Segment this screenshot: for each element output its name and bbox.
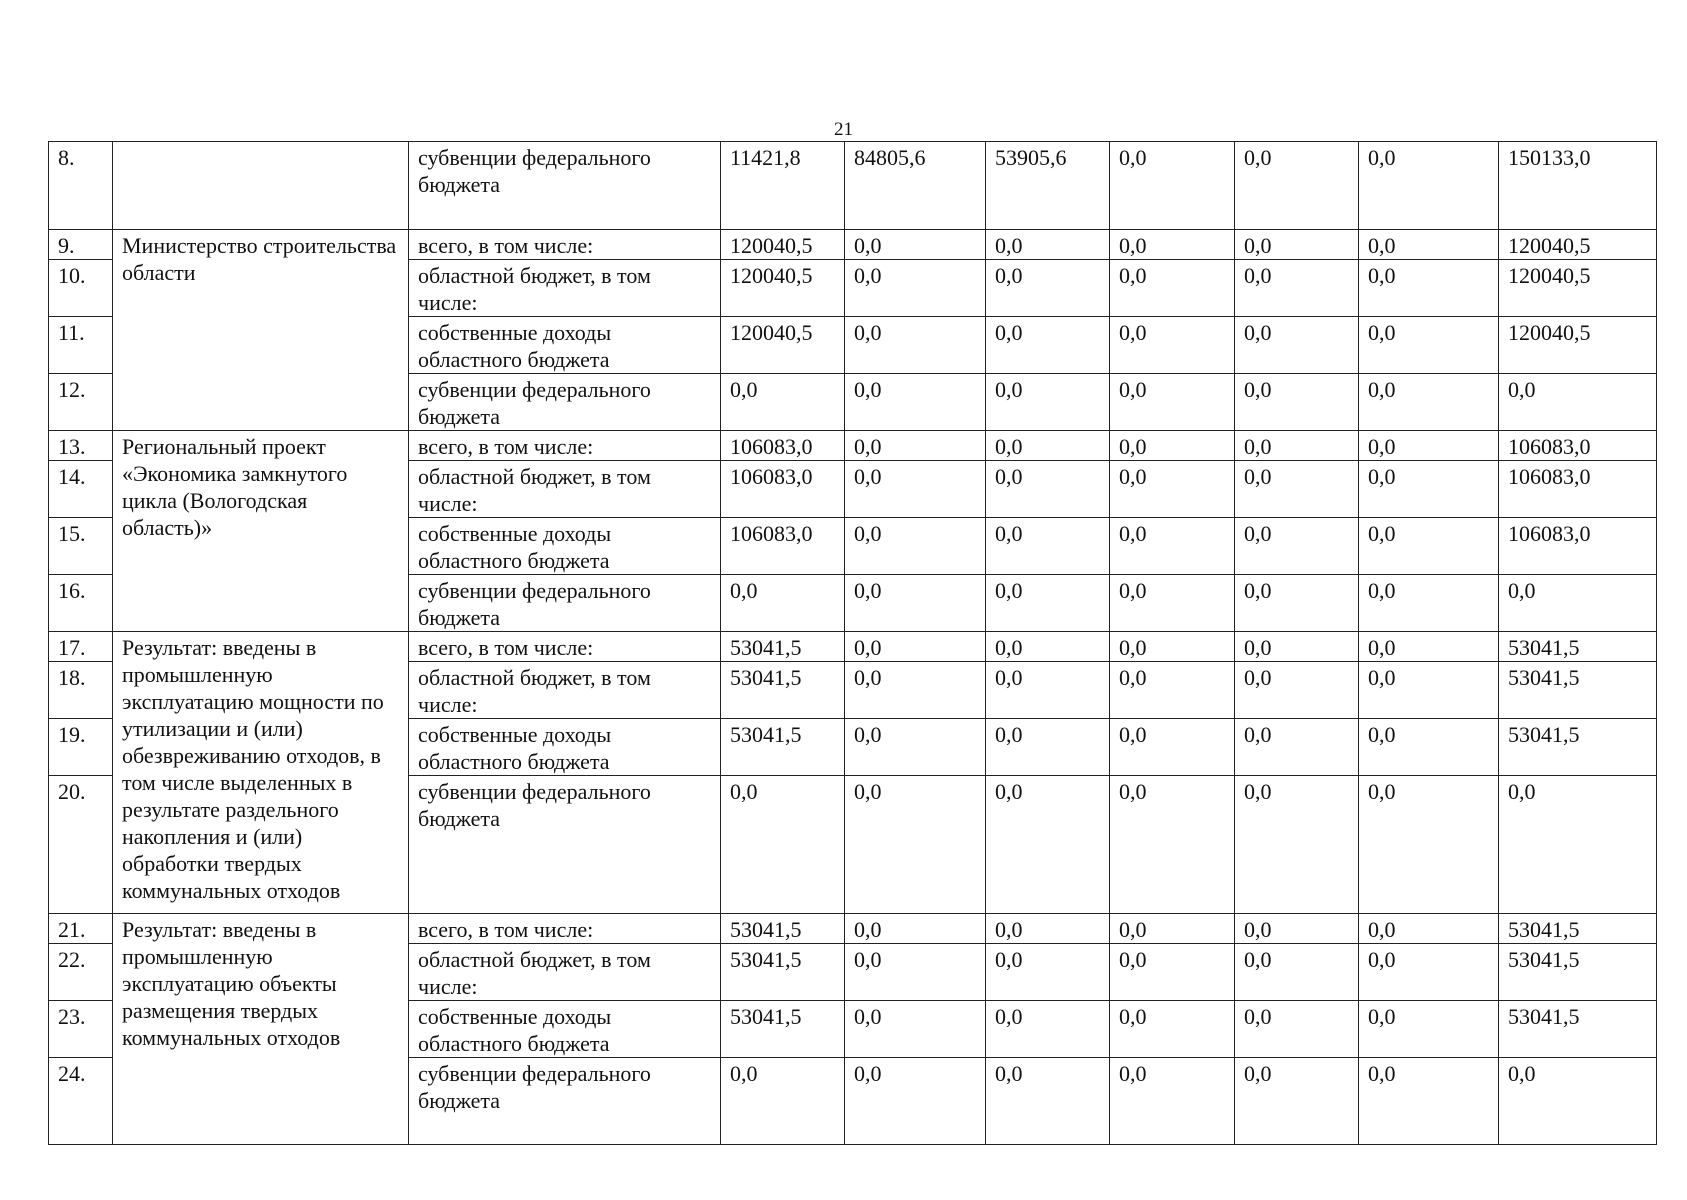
row-number-cell: 20.	[49, 776, 113, 914]
funding-source-cell: областной бюджет, в том числе:	[409, 461, 721, 518]
value-cell: 53041,5	[1499, 944, 1657, 1001]
value-cell: 0,0	[1235, 632, 1359, 662]
value-cell: 0,0	[721, 1058, 845, 1145]
value-cell: 0,0	[845, 230, 986, 260]
value-cell: 0,0	[986, 518, 1110, 575]
value-cell: 0,0	[1235, 914, 1359, 944]
value-cell: 0,0	[1499, 776, 1657, 914]
funding-source-cell: областной бюджет, в том числе:	[409, 260, 721, 317]
funding-source-cell: всего, в том числе:	[409, 431, 721, 461]
value-cell: 0,0	[1110, 776, 1235, 914]
value-cell: 0,0	[1235, 944, 1359, 1001]
value-cell: 0,0	[1359, 518, 1499, 575]
value-cell: 0,0	[986, 1058, 1110, 1145]
value-cell: 0,0	[1499, 374, 1657, 431]
value-cell: 0,0	[1110, 662, 1235, 719]
value-cell: 0,0	[1110, 575, 1235, 632]
table-row	[49, 914, 1657, 944]
funding-source-cell: собственные доходы областного бюджета	[409, 518, 721, 575]
funding-source-cell: всего, в том числе:	[409, 632, 721, 662]
value-cell: 150133,0	[1499, 142, 1657, 230]
value-cell: 0,0	[721, 374, 845, 431]
row-number-cell: 16.	[49, 575, 113, 632]
entity-cell: Министерство строительства области	[113, 230, 409, 431]
entity-cell: Региональный проект «Экономика замкнутого цикла (Вологодская область)»	[113, 431, 409, 632]
value-cell: 0,0	[986, 632, 1110, 662]
value-cell: 0,0	[845, 776, 986, 914]
value-cell: 53041,5	[1499, 1001, 1657, 1058]
value-cell: 0,0	[986, 914, 1110, 944]
value-cell: 0,0	[1235, 662, 1359, 719]
value-cell: 84805,6	[845, 142, 986, 230]
funding-source-cell: собственные доходы областного бюджета	[409, 719, 721, 776]
value-cell: 53041,5	[721, 914, 845, 944]
value-cell: 0,0	[986, 260, 1110, 317]
value-cell: 0,0	[1235, 230, 1359, 260]
funding-source-cell: субвенции федерального бюджета	[409, 575, 721, 632]
value-cell: 0,0	[845, 1001, 986, 1058]
funding-source-cell: областной бюджет, в том числе:	[409, 662, 721, 719]
funding-source-cell: всего, в том числе:	[409, 914, 721, 944]
value-cell: 0,0	[1359, 461, 1499, 518]
row-number-cell: 10.	[49, 260, 113, 317]
funding-source-cell: собственные доходы областного бюджета	[409, 317, 721, 374]
value-cell: 0,0	[986, 317, 1110, 374]
value-cell: 0,0	[986, 719, 1110, 776]
value-cell: 0,0	[1499, 1058, 1657, 1145]
value-cell: 0,0	[1359, 632, 1499, 662]
value-cell: 0,0	[845, 914, 986, 944]
value-cell: 106083,0	[1499, 431, 1657, 461]
value-cell: 53041,5	[1499, 914, 1657, 944]
value-cell: 0,0	[1235, 1001, 1359, 1058]
budget-table	[48, 141, 1657, 1145]
value-cell: 0,0	[845, 662, 986, 719]
value-cell: 120040,5	[1499, 260, 1657, 317]
value-cell: 120040,5	[1499, 230, 1657, 260]
value-cell: 0,0	[845, 317, 986, 374]
row-number-cell: 19.	[49, 719, 113, 776]
value-cell: 0,0	[1359, 260, 1499, 317]
value-cell: 0,0	[845, 374, 986, 431]
entity-cell: Результат: введены в промышленную эксплуатацию мощности по утилизации и (или) обезвреживанию отходов, в том числе выделенных в результате раздельного накопления и (или) обработки твердых коммунальных отходов	[113, 632, 409, 914]
value-cell: 0,0	[1235, 461, 1359, 518]
value-cell: 106083,0	[721, 461, 845, 518]
table-row	[49, 431, 1657, 461]
value-cell: 0,0	[1235, 776, 1359, 914]
value-cell: 0,0	[845, 431, 986, 461]
row-number-cell: 18.	[49, 662, 113, 719]
value-cell: 0,0	[986, 461, 1110, 518]
value-cell: 0,0	[1235, 431, 1359, 461]
funding-source-cell: собственные доходы областного бюджета	[409, 1001, 721, 1058]
value-cell: 0,0	[1110, 374, 1235, 431]
value-cell: 0,0	[1110, 317, 1235, 374]
value-cell: 53905,6	[986, 142, 1110, 230]
value-cell: 0,0	[1499, 575, 1657, 632]
value-cell: 0,0	[1110, 461, 1235, 518]
value-cell: 120040,5	[721, 260, 845, 317]
value-cell: 0,0	[986, 776, 1110, 914]
value-cell: 0,0	[1235, 374, 1359, 431]
row-number-cell: 14.	[49, 461, 113, 518]
value-cell: 53041,5	[721, 944, 845, 1001]
value-cell: 0,0	[845, 719, 986, 776]
value-cell: 11421,8	[721, 142, 845, 230]
value-cell: 0,0	[1110, 1058, 1235, 1145]
funding-source-cell: всего, в том числе:	[409, 230, 721, 260]
row-number-cell: 12.	[49, 374, 113, 431]
value-cell: 0,0	[986, 944, 1110, 1001]
row-number-cell: 17.	[49, 632, 113, 662]
row-number-cell: 15.	[49, 518, 113, 575]
table-row	[49, 142, 1657, 230]
funding-source-cell: субвенции федерального бюджета	[409, 1058, 721, 1145]
value-cell: 0,0	[845, 518, 986, 575]
value-cell: 0,0	[1110, 230, 1235, 260]
value-cell: 0,0	[1110, 431, 1235, 461]
value-cell: 0,0	[1110, 260, 1235, 317]
funding-source-cell: областной бюджет, в том числе:	[409, 944, 721, 1001]
value-cell: 0,0	[1110, 1001, 1235, 1058]
value-cell: 0,0	[1235, 575, 1359, 632]
row-number-cell: 11.	[49, 317, 113, 374]
value-cell: 0,0	[845, 461, 986, 518]
value-cell: 53041,5	[721, 719, 845, 776]
value-cell: 0,0	[986, 575, 1110, 632]
value-cell: 0,0	[1235, 1058, 1359, 1145]
value-cell: 0,0	[986, 662, 1110, 719]
row-number-cell: 8.	[49, 142, 113, 230]
value-cell: 0,0	[986, 374, 1110, 431]
value-cell: 0,0	[1110, 944, 1235, 1001]
value-cell: 0,0	[1110, 914, 1235, 944]
table-row	[49, 632, 1657, 662]
row-number-cell: 24.	[49, 1058, 113, 1145]
value-cell: 0,0	[1359, 230, 1499, 260]
table-row	[49, 230, 1657, 260]
value-cell: 0,0	[1359, 776, 1499, 914]
value-cell: 0,0	[1110, 518, 1235, 575]
value-cell: 106083,0	[721, 518, 845, 575]
funding-source-cell: субвенции федерального бюджета	[409, 374, 721, 431]
row-number-cell: 21.	[49, 914, 113, 944]
value-cell: 0,0	[1359, 142, 1499, 230]
value-cell: 0,0	[1235, 142, 1359, 230]
value-cell: 0,0	[1359, 374, 1499, 431]
value-cell: 0,0	[986, 431, 1110, 461]
value-cell: 120040,5	[721, 317, 845, 374]
value-cell: 0,0	[1110, 142, 1235, 230]
value-cell: 0,0	[721, 776, 845, 914]
value-cell: 0,0	[1359, 1058, 1499, 1145]
value-cell: 53041,5	[721, 1001, 845, 1058]
value-cell: 120040,5	[1499, 317, 1657, 374]
value-cell: 0,0	[845, 260, 986, 317]
value-cell: 0,0	[845, 632, 986, 662]
value-cell: 0,0	[986, 1001, 1110, 1058]
value-cell: 0,0	[845, 1058, 986, 1145]
value-cell: 0,0	[1235, 518, 1359, 575]
entity-cell	[113, 142, 409, 230]
funding-source-cell: субвенции федерального бюджета	[409, 776, 721, 914]
value-cell: 0,0	[845, 944, 986, 1001]
entity-cell: Результат: введены в промышленную эксплуатацию объекты размещения твердых коммунальных отходов	[113, 914, 409, 1145]
value-cell: 0,0	[1359, 944, 1499, 1001]
value-cell: 0,0	[1359, 317, 1499, 374]
row-number-cell: 23.	[49, 1001, 113, 1058]
value-cell: 106083,0	[1499, 518, 1657, 575]
value-cell: 53041,5	[721, 662, 845, 719]
value-cell: 106083,0	[1499, 461, 1657, 518]
value-cell: 0,0	[1235, 719, 1359, 776]
value-cell: 0,0	[1235, 260, 1359, 317]
value-cell: 0,0	[845, 575, 986, 632]
value-cell: 53041,5	[1499, 662, 1657, 719]
value-cell: 106083,0	[721, 431, 845, 461]
value-cell: 53041,5	[1499, 719, 1657, 776]
value-cell: 0,0	[1110, 632, 1235, 662]
page-number: 21	[834, 119, 853, 140]
value-cell: 0,0	[1359, 575, 1499, 632]
row-number-cell: 22.	[49, 944, 113, 1001]
value-cell: 53041,5	[1499, 632, 1657, 662]
value-cell: 0,0	[1359, 662, 1499, 719]
value-cell: 53041,5	[721, 632, 845, 662]
row-number-cell: 13.	[49, 431, 113, 461]
value-cell: 0,0	[1235, 317, 1359, 374]
row-number-cell: 9.	[49, 230, 113, 260]
value-cell: 0,0	[1359, 719, 1499, 776]
value-cell: 120040,5	[721, 230, 845, 260]
funding-source-cell: субвенции федерального бюджета	[409, 142, 721, 230]
value-cell: 0,0	[1110, 719, 1235, 776]
value-cell: 0,0	[986, 230, 1110, 260]
value-cell: 0,0	[1359, 431, 1499, 461]
value-cell: 0,0	[1359, 914, 1499, 944]
value-cell: 0,0	[721, 575, 845, 632]
value-cell: 0,0	[1359, 1001, 1499, 1058]
